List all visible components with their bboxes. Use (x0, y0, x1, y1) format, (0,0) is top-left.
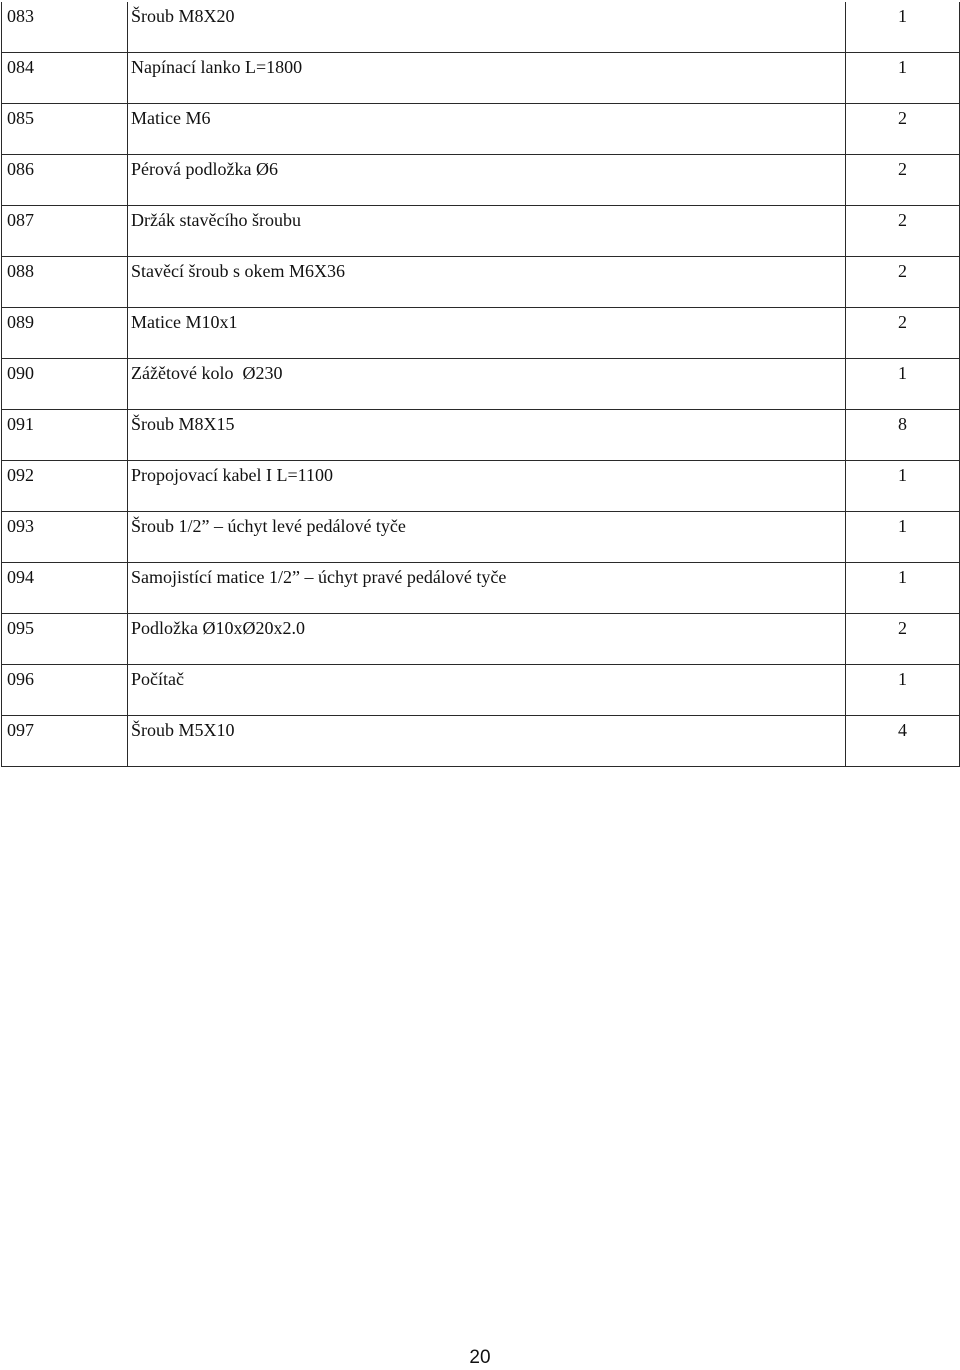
part-quantity-cell: 1 (846, 563, 960, 614)
part-quantity-cell: 2 (846, 308, 960, 359)
part-description-cell: Podložka Ø10xØ20x2.0 (128, 614, 846, 665)
part-description-cell: Matice M6 (128, 104, 846, 155)
part-code-cell: 085 (2, 104, 128, 155)
part-code-cell: 096 (2, 665, 128, 716)
part-code-cell: 095 (2, 614, 128, 665)
part-description-cell: Stavěcí šroub s okem M6X36 (128, 257, 846, 308)
parts-list-body (2, 2, 960, 767)
part-quantity-cell: 2 (846, 206, 960, 257)
table-row (2, 614, 960, 665)
part-description-cell: Šroub 1/2” – úchyt levé pedálové tyče (128, 512, 846, 563)
table-row (2, 716, 960, 767)
part-description-cell: Počítač (128, 665, 846, 716)
table-row (2, 257, 960, 308)
part-quantity-cell: 1 (846, 665, 960, 716)
part-code-cell: 093 (2, 512, 128, 563)
part-description-cell: Napínací lanko L=1800 (128, 53, 846, 104)
part-quantity-cell: 1 (846, 512, 960, 563)
part-description-cell: Matice M10x1 (128, 308, 846, 359)
part-code-cell: 094 (2, 563, 128, 614)
part-quantity-cell: 2 (846, 257, 960, 308)
part-description-cell: Šroub M8X20 (128, 2, 846, 53)
parts-list-table (1, 2, 960, 767)
part-quantity-cell: 1 (846, 2, 960, 53)
part-code-cell: 089 (2, 308, 128, 359)
table-row (2, 155, 960, 206)
part-description-cell: Pérová podložka Ø6 (128, 155, 846, 206)
part-code-cell: 083 (2, 2, 128, 53)
part-description-cell: Zážětové kolo Ø230 (128, 359, 846, 410)
table-row (2, 410, 960, 461)
part-quantity-cell: 1 (846, 53, 960, 104)
part-code-cell: 088 (2, 257, 128, 308)
table-row (2, 359, 960, 410)
table-row (2, 308, 960, 359)
part-quantity-cell: 1 (846, 359, 960, 410)
part-code-cell: 091 (2, 410, 128, 461)
table-row (2, 53, 960, 104)
table-row (2, 104, 960, 155)
page-number: 20 (469, 1347, 491, 1368)
part-description-cell: Šroub M5X10 (128, 716, 846, 767)
part-code-cell: 084 (2, 53, 128, 104)
part-code-cell: 086 (2, 155, 128, 206)
part-quantity-cell: 2 (846, 104, 960, 155)
table-row (2, 665, 960, 716)
part-description-cell: Držák stavěcího šroubu (128, 206, 846, 257)
part-code-cell: 087 (2, 206, 128, 257)
part-code-cell: 097 (2, 716, 128, 767)
part-code-cell: 092 (2, 461, 128, 512)
table-row (2, 563, 960, 614)
part-quantity-cell: 1 (846, 461, 960, 512)
part-description-cell: Samojistící matice 1/2” – úchyt pravé pedálové tyče (128, 563, 846, 614)
part-quantity-cell: 2 (846, 155, 960, 206)
part-quantity-cell: 4 (846, 716, 960, 767)
table-row (2, 512, 960, 563)
part-description-cell: Šroub M8X15 (128, 410, 846, 461)
part-quantity-cell: 2 (846, 614, 960, 665)
part-code-cell: 090 (2, 359, 128, 410)
table-row (2, 461, 960, 512)
part-description-cell: Propojovací kabel I L=1100 (128, 461, 846, 512)
table-row (2, 2, 960, 53)
part-quantity-cell: 8 (846, 410, 960, 461)
table-row (2, 206, 960, 257)
